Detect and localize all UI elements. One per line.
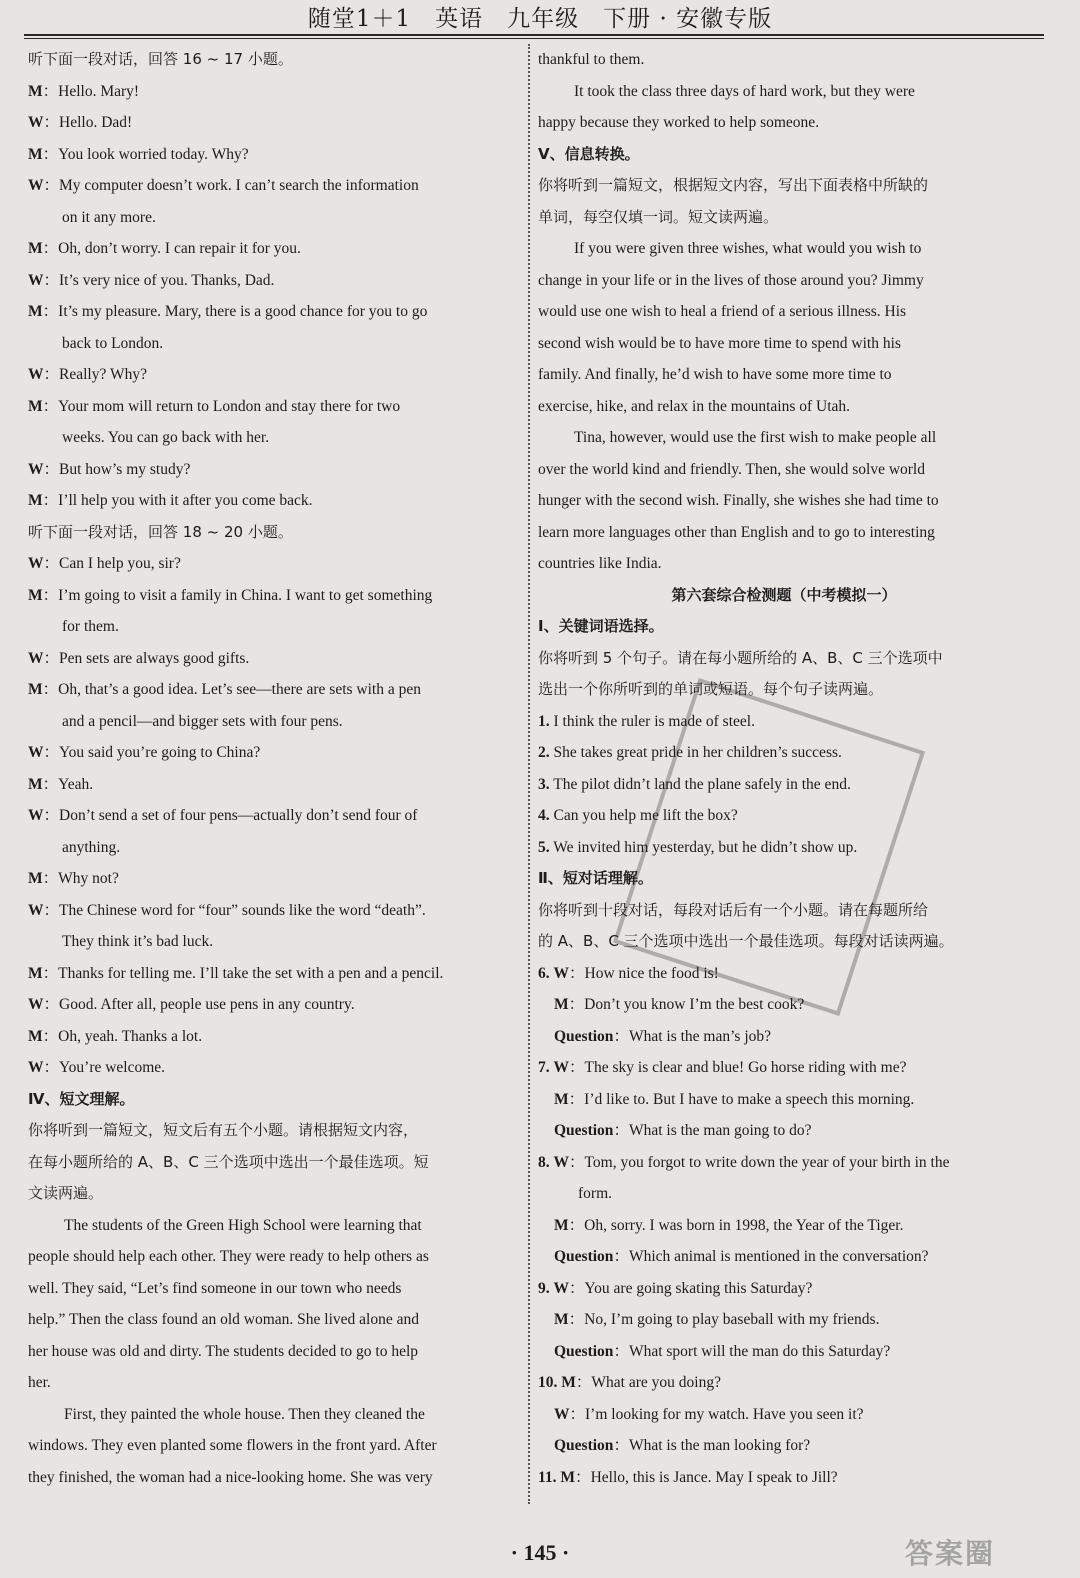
dialog-text: Why not? [58,870,119,887]
speaker-label: M [554,1311,569,1328]
paragraph-text: change in your life or in the lives of those around you? Jimmy [538,271,924,289]
section-heading: Ⅳ、短文理解。 [28,1089,135,1108]
text-line [28,1115,523,1147]
instruction-text: 你将听到一篇短文，短文后有五个小题。请根据短文内容， [28,1121,419,1139]
instruction-text: 在每小题所给的 A、B、C 三个选项中选出一个最佳选项。短 [28,1152,429,1171]
colon: ： [43,901,60,919]
column-divider [528,44,530,1504]
text-line: Question：What is the man going to do? [554,1122,812,1139]
speaker-label: W [28,996,44,1013]
item-text: We invited him yesterday, but he didn’t show up. [553,838,858,856]
text-line [28,674,523,706]
header-title: 随堂1＋1 英语 九年级 下册 · 安徽专版 [307,6,773,32]
text-line [28,422,523,454]
speaker-label: W [28,744,44,761]
dialog-text: Really? Why? [59,366,147,383]
text-line: Question：What sport will the man do this Saturday? [554,1342,891,1360]
paragraph-text: learn more languages other than English and to go to interesting [538,523,935,541]
text-line [28,1178,523,1210]
dialog-text: Pen sets are always good gifts. [59,649,250,667]
speaker-label: W [28,177,44,194]
page-number: · 145 · [510,1540,570,1565]
text-line: M：Oh, sorry. I was born in 1998, the Year of the Tiger. [554,1216,904,1234]
instruction-text: 听下面一段对话，回答 18 ~ 20 小题。 [28,522,293,541]
question-text: Which animal is mentioned in the conversation? [628,1248,929,1265]
dialog-text: weeks. You can go back with her. [62,429,270,446]
speaker-label: W [553,964,569,982]
text-line [538,674,1030,706]
instruction-text: 的 A、B、C 三个选项中选出一个最佳选项。每段对话读两遍。 [538,932,954,950]
colon: ： [43,744,60,761]
text-line [538,139,1030,171]
colon: ： [43,555,60,572]
paragraph-text: exercise, hike, and relax in the mountains of Utah. [538,397,851,415]
paragraph-text: well. They said, “Let’s find someone in our town who needs [28,1279,402,1297]
dialog-text: No, I’m going to play baseball with my friends. [584,1311,880,1328]
instruction-text: 选出一个你所听到的单词或短语。每个句子读两遍。 [538,680,884,698]
dialog-text: I’ll help you with it after you come back. [58,492,313,509]
text-line [28,1462,523,1494]
item-number: 6. [538,964,550,982]
speaker-label: M [28,397,43,415]
item-text: She takes great pride in her children’s success. [553,744,842,761]
colon: ： [42,586,59,604]
colon: ： [43,649,60,667]
dialog-text: back to London. [62,334,164,352]
speaker-label: M [554,1090,569,1108]
text-line [538,1178,1030,1210]
paragraph-text: windows. They even planted some flowers in the front yard. After [28,1437,437,1454]
dialog-text: The sky is clear and blue! Go horse riding with me? [584,1059,907,1076]
paragraph-text: they finished, the woman had a nice-looking home. She was very [28,1468,433,1486]
question-label: Question [554,1027,614,1045]
text-line [28,328,523,360]
text-line [28,832,523,864]
item-text: I think the ruler is made of steel. [553,712,755,730]
text-line [28,1210,523,1242]
speaker-label: W [28,649,44,667]
dialog-text: You said you’re going to China? [59,744,261,761]
text-line [538,580,1030,612]
text-line [538,233,1030,265]
text-line [28,1367,523,1399]
dialog-text: What are you doing? [591,1374,721,1391]
colon: ： [42,145,59,163]
text-line [28,139,523,171]
text-line [538,170,1030,202]
text-line [538,202,1030,234]
question-label: Question [554,1248,614,1265]
speaker-label: M [28,586,43,604]
speaker-label: M [28,775,43,793]
paragraph-text: would use one wish to heal a friend of a serious illness. His [538,303,907,320]
colon: ： [42,492,59,509]
text-line [28,895,523,927]
dialog-text: on it any more. [62,208,156,226]
paragraph-text: her house was old and dirty. The students decided to go to help [28,1342,419,1360]
speaker-label: W [28,1059,44,1076]
text-line [28,1084,523,1116]
section-title: 第六套综合检测题（中考模拟一） [671,585,897,604]
text-line: 10. M：What are you doing? [538,1374,721,1391]
paragraph-text: thankful to them. [538,51,645,68]
text-line [28,517,523,549]
left-column [28,44,523,1493]
text-line [28,1399,523,1431]
page-header [0,0,1080,38]
text-line: 11. M：Hello, this is Jance. May I speak to Jill? [538,1468,838,1486]
dialog-text: Thanks for telling me. I’ll take the set with a pen and a pencil. [58,964,444,982]
speaker-label: M [28,145,43,163]
dialog-text: I’m looking for my watch. Have you seen it? [585,1405,864,1423]
colon: ： [42,775,59,793]
dialog-text: Don’t send a set of four pens—actually don’t send four of [59,807,418,824]
dialog-text: Hello, this is Jance. May I speak to Jill? [590,1468,838,1486]
text-line [28,1241,523,1273]
text-line [538,422,1030,454]
text-line [28,926,523,958]
dialog-text: My computer doesn’t work. I can’t search the information [59,177,419,194]
text-line [28,1430,523,1462]
text-line [28,296,523,328]
text-line: M：Don’t you know I’m the best cook? [554,996,805,1013]
colon: ： [42,964,59,982]
text-line [28,170,523,202]
speaker-label: M [554,996,569,1013]
dialog-text: Your mom will return to London and stay there for two [58,397,401,415]
text-line [28,1304,523,1336]
item-number: 5. [538,838,550,856]
instruction-text: 文读两遍。 [28,1184,104,1202]
watermark-logo [905,1532,1065,1572]
text-line [28,958,523,990]
text-line [28,44,523,76]
text-line [28,737,523,769]
speaker-label: W [28,366,44,383]
instruction-text: 你将听到十段对话，每段对话后有一个小题。请在每题所给 [538,900,929,919]
text-line [538,265,1030,297]
dialog-text: Hello. Mary! [58,82,140,100]
question-text: What sport will the man do this Saturday? [628,1342,891,1360]
text-line [28,611,523,643]
text-line [28,548,523,580]
colon: ： [43,271,60,289]
paragraph-text: her. [28,1374,51,1391]
text-line [28,202,523,234]
speaker-label: W [28,555,44,572]
question-text: What is the man’s job? [628,1027,772,1045]
question-label: Question [554,1122,614,1139]
dialog-text: Yeah. [58,775,94,793]
paragraph-text: hunger with the second wish. Finally, she wishes she had time to [538,492,939,509]
text-line: Question：What is the man’s job? [554,1027,772,1045]
text-line [28,1052,523,1084]
section-heading: Ⅱ、短对话理解。 [538,869,653,887]
speaker-label: M [28,964,43,982]
text-line [28,359,523,391]
paragraph-text: help.” Then the class found an old woman. She lived alone and [28,1311,419,1328]
speaker-label: M [28,1027,43,1045]
speaker-label: W [28,114,44,131]
paragraph-text: countries like India. [538,555,662,572]
text-line: 7. W：The sky is clear and blue! Go horse riding with me? [538,1059,907,1076]
text-line [538,107,1030,139]
speaker-label: M [28,303,43,320]
speaker-label: M [560,1468,576,1486]
dialog-text: anything. [62,838,121,856]
dialog-text: It’s very nice of you. Thanks, Dad. [59,271,275,289]
text-line: M：I’d like to. But I have to make a speech this morning. [554,1090,915,1108]
dialog-text: Oh, sorry. I was born in 1998, the Year of the Tiger. [584,1216,904,1234]
speaker-label: W [554,1405,570,1423]
header-rule [24,34,1044,36]
item-number: 7. [538,1059,550,1076]
speaker-label: W [553,1153,569,1171]
text-line: 6. W：How nice the food is! [538,964,719,982]
speaker-label: M [28,240,43,257]
dialog-text: You look worried today. Why? [58,145,249,163]
dialog-text: Hello. Dad! [59,114,133,131]
text-line [538,44,1030,76]
text-line [538,296,1030,328]
text-line [28,643,523,675]
colon: ： [42,303,59,320]
text-line [28,1336,523,1368]
item-number: 1. [538,712,550,730]
colon: ： [43,366,60,383]
dialog-text: You’re welcome. [59,1059,166,1076]
text-line [28,391,523,423]
colon: ： [43,996,60,1013]
text-line [538,611,1030,643]
text-line [538,485,1030,517]
dialog-text: Can I help you, sir? [59,555,181,572]
item-number: 11. [538,1468,557,1486]
section-heading: Ⅰ、关键词语选择。 [538,617,664,635]
dialog-text: for them. [62,618,119,635]
text-line [28,107,523,139]
text-line [28,265,523,297]
text-line [28,989,523,1021]
paragraph-text: people should help each other. They were ready to help others as [28,1248,429,1265]
dialog-text: The Chinese word for “four” sounds like the word “death”. [59,901,426,919]
item-number: 9. [538,1279,550,1297]
instruction-text: 你将听到 5 个句子。请在每小题所给的 A、B、C 三个选项中 [538,648,943,667]
dialog-text: I’m going to visit a family in China. I want to get something [58,586,433,604]
text-line: Question：Which animal is mentioned in the conversation? [554,1248,929,1265]
colon: ： [43,177,60,194]
dialog-text: Oh, yeah. Thanks a lot. [58,1027,203,1045]
item-text: Can you help me lift the box? [553,807,738,824]
text-line [28,706,523,738]
dialog-text: form. [578,1185,613,1202]
speaker-label: M [554,1216,569,1234]
text-line [28,76,523,108]
colon: ： [42,240,59,257]
speaker-label: W [553,1059,569,1076]
paragraph-text: Tina, however, would use the first wish to make people all [574,429,937,446]
text-line: 8. W：Tom, you forgot to write down the year of your birth in the [538,1153,950,1171]
text-line [28,485,523,517]
speaker-label: M [28,82,43,100]
paragraph-text: First, they painted the whole house. Then they cleaned the [64,1405,425,1423]
speaker-label: W [28,901,44,919]
speaker-label: W [28,460,44,478]
paragraph-text: family. And finally, he’d wish to have some more time to [538,366,892,383]
text-line: 9. W：You are going skating this Saturday? [538,1279,813,1297]
colon: ： [43,1059,60,1076]
colon: ： [42,681,59,698]
paragraph-text: If you were given three wishes, what would you wish to [574,240,922,257]
colon: ： [42,397,59,415]
text-line: M：No, I’m going to play baseball with my friends. [554,1311,880,1328]
text-line [28,1021,523,1053]
text-line [538,359,1030,391]
paragraph-text: It took the class three days of hard work, but they were [574,82,915,100]
dialog-text: Oh, that’s a good idea. Let’s see—there are sets with a pen [58,681,421,698]
text-line [28,233,523,265]
text-line [28,580,523,612]
item-number: 3. [538,775,550,793]
text-line [538,454,1030,486]
item-number: 10. [538,1374,558,1391]
text-line [538,643,1030,675]
text-line [538,76,1030,108]
instruction-text: 你将听到一篇短文，根据短文内容，写出下面表格中所缺的 [538,176,929,194]
question-label: Question [554,1437,614,1454]
speaker-label: W [28,807,44,824]
text-line [28,454,523,486]
colon: ： [42,82,59,100]
text-line [538,391,1030,423]
speaker-label: W [28,271,44,289]
text-line [28,800,523,832]
speaker-label: W [553,1279,569,1297]
header-rule-thin [24,38,1044,39]
dialog-text: and a pencil—and bigger sets with four pens. [62,712,343,730]
speaker-label: M [28,681,43,698]
text-line [538,328,1030,360]
dialog-text: Don’t you know I’m the best cook? [584,996,805,1013]
question-text: What is the man looking for? [628,1437,811,1454]
text-line [28,863,523,895]
paragraph-text: The students of the Green High School were learning that [64,1216,422,1234]
item-number: 2. [538,744,550,761]
paragraph-text: second wish would be to have more time to spend with his [538,334,901,352]
text-line [28,1147,523,1179]
instruction-text: 单词，每空仅填一词。短文读两遍。 [538,207,779,226]
dialog-text: How nice the food is! [584,964,719,982]
item-number: 4. [538,807,550,824]
colon: ： [43,460,60,478]
paragraph-text: happy because they worked to help someone. [538,114,820,131]
item-text: The pilot didn’t land the plane safely in the end. [553,775,851,793]
text-line [538,548,1030,580]
text-line [538,517,1030,549]
dialog-text: It’s my pleasure. Mary, there is a good chance for you to go [58,303,428,320]
colon: ： [42,1027,59,1045]
text-line: Question：What is the man looking for? [554,1437,811,1454]
text-line [28,769,523,801]
speaker-label: M [561,1374,576,1391]
question-text: What is the man going to do? [628,1122,812,1139]
speaker-label: M [28,870,43,887]
speaker-label: M [28,492,43,509]
dialog-text: They think it’s bad luck. [62,933,214,950]
dialog-text: You are going skating this Saturday? [584,1279,813,1297]
item-number: 8. [538,1153,550,1171]
paragraph-text: over the world kind and friendly. Then, she would solve world [538,460,925,478]
question-label: Question [554,1342,614,1360]
colon: ： [42,870,59,887]
watermark-text: 答案圈 [905,1537,996,1570]
colon: ： [43,807,60,824]
instruction-text: 听下面一段对话，回答 16 ~ 17 小题。 [28,50,293,68]
colon: ： [43,114,60,131]
dialog-text: I’d like to. But I have to make a speech this morning. [584,1090,915,1108]
dialog-text: Oh, don’t worry. I can repair it for you. [58,240,301,257]
text-line [28,1273,523,1305]
dialog-text: Good. After all, people use pens in any country. [59,996,355,1013]
dialog-text: Tom, you forgot to write down the year of your birth in the [584,1153,950,1171]
dialog-text: But how’s my study? [59,460,191,478]
section-heading: Ⅴ、信息转换。 [538,144,640,163]
text-line: W：I’m looking for my watch. Have you seen it? [554,1405,864,1423]
